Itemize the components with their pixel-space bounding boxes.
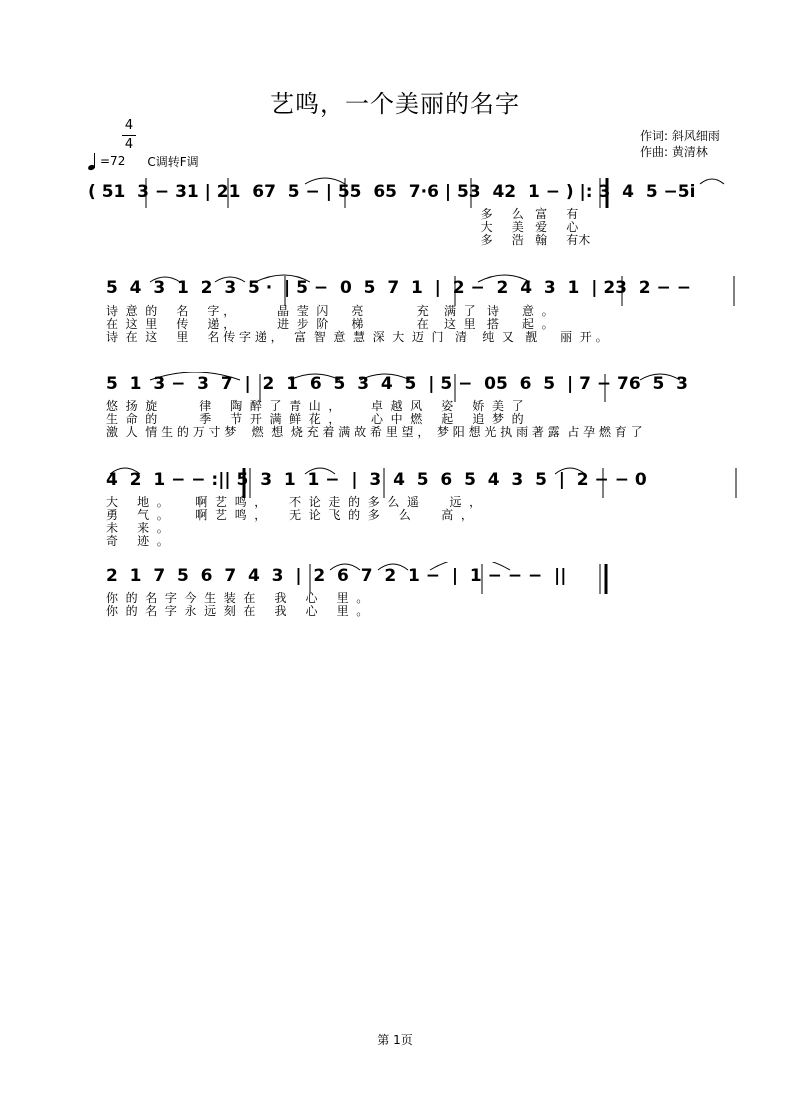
lyric-4-2: 勇 气 。 啊 艺 鸣 ， 无 论 飞 的 多 么 高 ， bbox=[106, 508, 473, 522]
lyric-1-1: 多 么 富 有 bbox=[0, 207, 579, 221]
music-system-5 bbox=[0, 562, 790, 632]
lyric-2-1: 诗 意 的 名 字 ， 晶 莹 闪 亮 充 满 了 诗 意 。 bbox=[106, 304, 554, 318]
lyricist: 作词: 斜风细雨 bbox=[640, 129, 720, 143]
tempo-line bbox=[88, 152, 199, 170]
lyric-3-3: 激 人 情 生 的 万 寸 梦 燃 想 烧 充 着 满 故 希 里 望 ， 梦 阳 想 光 执 雨 著 露 占 孕 燃 育 了 bbox=[106, 425, 643, 439]
credits bbox=[640, 128, 720, 160]
lyric-1-3: 多 浩 翰 有木 bbox=[0, 233, 591, 247]
music-system-4 bbox=[0, 466, 790, 566]
lyric-3-1: 悠 扬 旋 律 陶 醉 了 青 山 ， 卓 越 风 姿 娇 美 了 bbox=[106, 399, 524, 413]
notes-row-4: 4 2 1 − − :|| 5 3 1 1 − | 3 4 5 6 5 4 3 5 | 2 − − 0 bbox=[106, 470, 647, 490]
page-number: 第 1页 bbox=[377, 1033, 413, 1047]
lyric-2-3: 诗 在 这 里 名 传 字 递 ， 富 智 意 慧 深 大 迈 门 清 纯 又 靓 丽 开 。 bbox=[106, 330, 608, 344]
quarter-note-icon bbox=[88, 152, 96, 170]
notes-row-2: 5 4 3 1 2 3 5 · | 5 − 0 5 7 1 | 2 − 2 4 3 1 | 23 2 − − bbox=[106, 278, 691, 298]
music-system-1 bbox=[0, 170, 790, 270]
notes-row-5: 2 1 7 5 6 7 4 3 | 2 6 7 2 1 − | 1 − − − || bbox=[106, 566, 567, 586]
lyric-2-2: 在 这 里 传 递 ， 进 步 阶 梯 在 这 里 搭 起 。 bbox=[106, 317, 554, 331]
tempo-value: =72 bbox=[100, 154, 126, 168]
notes-row-3: 5 1 3 − 3 7 | 2 1 6 5 3 4 5 | 5 − 05 6 5 | 7 − 76 5 3 bbox=[106, 374, 689, 394]
key-change: C调转F调 bbox=[147, 154, 199, 169]
notes-row-1: ( 51 3 − 31 | 21 67 5 − | 55 65 7·6 | 53 42 1 − ) |: 3 4 5 −5i bbox=[88, 182, 696, 202]
music-system-2 bbox=[0, 272, 790, 362]
time-signature-top: 4 bbox=[124, 118, 134, 133]
time-signature-bottom: 4 bbox=[124, 137, 134, 152]
music-system-3 bbox=[0, 372, 790, 462]
lyric-4-4: 奇 迹 。 bbox=[106, 534, 169, 548]
lyric-3-2: 生 命 的 季 节 开 满 鲜 花 ， 心 中 燃 起 追 梦 的 bbox=[106, 412, 524, 426]
composer: 作曲: 黄清林 bbox=[640, 145, 708, 159]
lyric-5-1: 你 的 名 字 今 生 装 在 我 心 里 。 bbox=[106, 591, 369, 605]
lyric-4-3: 未 来 。 bbox=[106, 521, 169, 535]
song-title: 艺鸣，一个美丽的名字 bbox=[270, 90, 520, 118]
lyric-1-2: 大 美 爱 心 bbox=[0, 220, 579, 234]
time-signature bbox=[122, 118, 136, 153]
lyric-5-2: 你 的 名 字 永 远 刻 在 我 心 里 。 bbox=[106, 604, 369, 618]
lyric-4-1: 大 地 。 啊 艺 鸣 ， 不 论 走 的 多 么 遥 远 ， bbox=[106, 495, 482, 509]
